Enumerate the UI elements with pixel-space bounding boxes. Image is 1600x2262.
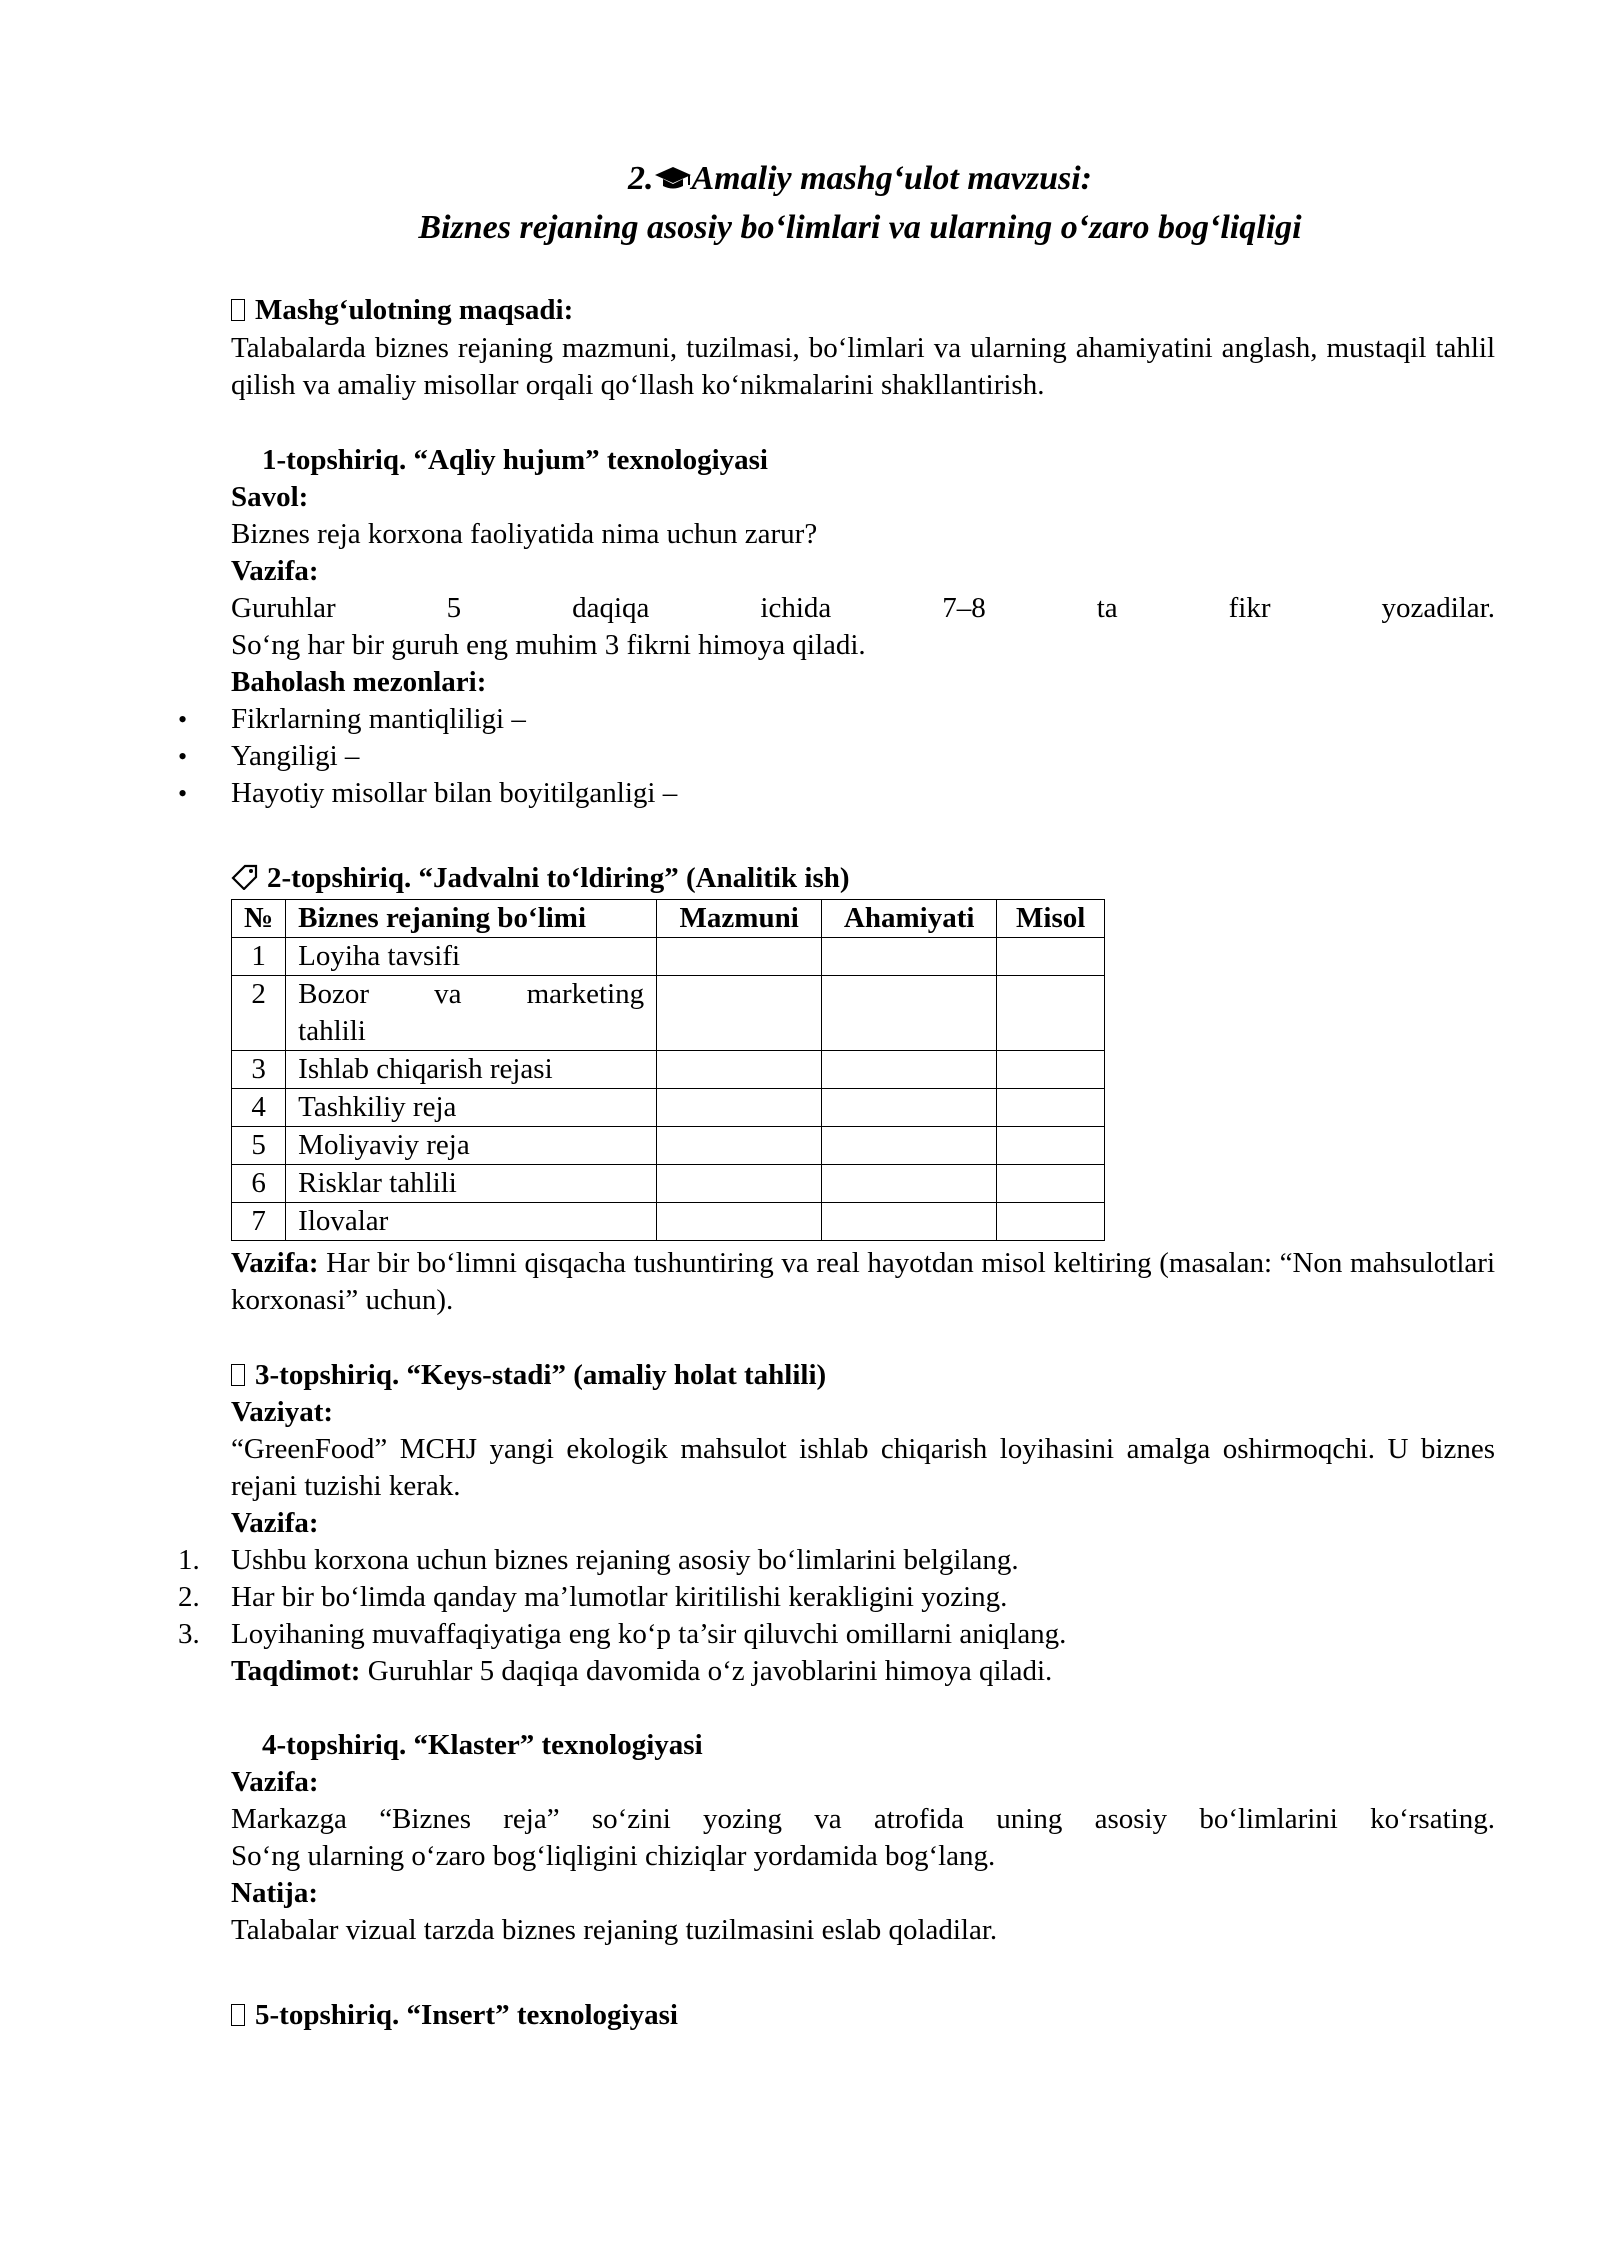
row-section: Risklar tahlili [286,1165,657,1203]
goal-heading [231,292,573,329]
column-header: № [232,900,286,938]
empty-cell[interactable] [997,938,1105,976]
empty-cell[interactable] [822,938,997,976]
empty-cell[interactable] [997,1203,1105,1241]
empty-cell[interactable] [657,976,822,1051]
row-number: 6 [232,1165,286,1203]
title-number: 2. [628,160,654,197]
empty-cell[interactable] [822,1051,997,1089]
empty-cell[interactable] [822,1203,997,1241]
table-row [232,1089,1105,1127]
row-number: 1 [232,938,286,976]
word: asosiy [1094,1803,1168,1835]
task3-presentation-label: Taqdimot: [231,1655,361,1687]
title-text: Amaliy mashg‘ulot mavzusi: [691,160,1092,197]
task2-heading [231,860,850,897]
row-section: Bozor va marketing tahlili [286,976,657,1051]
table-row [232,1051,1105,1089]
row-section: Moliyaviy reja [286,1127,657,1165]
goal-heading-text: Mashg‘ulotning maqsadi: [255,294,574,326]
empty-cell[interactable] [657,938,822,976]
row-number: 7 [232,1203,286,1241]
graduation-cap-icon [654,165,692,191]
row-number: 2 [232,976,286,1051]
criteria-item: Fikrlarning mantiqliligi – [231,703,526,735]
task1-task-line1 [231,590,1495,627]
title-line-1 [230,156,1490,202]
tag-icon [231,864,259,890]
task4-task-line1 [231,1801,1495,1838]
task2-task-label: Vazifa: [231,1247,319,1279]
row-section: Ishlab chiqarish rejasi [286,1051,657,1089]
list-number: 1. [178,1544,200,1576]
task4-result: Talabalar vizual tarzda biznes rejaning tuzilmasini eslab qoladilar. [231,1914,998,1946]
goal-text: Talabalarda biznes rejaning mazmuni, tuzilmasi, bo‘limlari va ularning ahamiyatini anglash, mustaqil tahlil qilish va amaliy misollar orqali qo‘llash ko‘nikmalarini shakllantirish. [231,332,1495,401]
task4-task-line2: So‘ng ularning o‘zaro bog‘liqligini chiziqlar yordamida bog‘lang. [231,1840,996,1872]
bullet-icon: • [178,779,188,808]
word: yozadilar. [1381,592,1495,624]
task1-task-label: Vazifa: [231,555,319,587]
empty-cell[interactable] [822,1165,997,1203]
row-section: Loyiha tavsifi [286,938,657,976]
empty-cell[interactable] [997,976,1105,1051]
word: 7–8 [942,592,986,624]
empty-cell[interactable] [822,1089,997,1127]
criteria-item: Yangiligi – [231,740,360,772]
task3-heading [231,1357,826,1394]
table-header-row [232,900,1105,938]
task3-situation-label: Vaziyat: [231,1396,334,1428]
table-row [232,1127,1105,1165]
task5-heading [231,1997,678,2034]
row-section: Ilovalar [286,1203,657,1241]
task3-presentation [231,1653,1495,1690]
empty-cell[interactable] [997,1051,1105,1089]
word: yozing [703,1803,782,1835]
empty-cell[interactable] [997,1089,1105,1127]
list-number: 3. [178,1618,200,1650]
empty-cell[interactable] [657,1203,822,1241]
table-row [232,1165,1105,1203]
row-number: 5 [232,1127,286,1165]
word: uning [996,1803,1063,1835]
column-header: Ahamiyati [822,900,997,938]
task1-question-label: Savol: [231,481,309,513]
word: daqiqa [572,592,650,624]
missing-glyph-icon [231,299,245,321]
word: Guruhlar [231,592,336,624]
row-number: 4 [232,1089,286,1127]
empty-cell[interactable] [822,1127,997,1165]
missing-glyph-icon [231,2004,245,2026]
bullet-icon: • [178,705,188,734]
empty-cell[interactable] [657,1089,822,1127]
task4-task-label: Vazifa: [231,1766,319,1798]
word: reja” [503,1803,560,1835]
word: so‘zini [591,1803,671,1835]
bullet-icon: • [178,742,188,771]
task4-heading: 4-topshiriq. “Klaster” texnologiyasi [262,1729,703,1761]
word: atrofida [873,1803,965,1835]
table-row [232,1203,1105,1241]
column-header: Mazmuni [657,900,822,938]
task1-question: Biznes reja korxona faoliyatida nima uchun zarur? [231,518,818,550]
column-header: Biznes rejaning bo‘limi [286,900,657,938]
word: ko‘rsating. [1370,1803,1495,1835]
empty-cell[interactable] [657,1165,822,1203]
list-number: 2. [178,1581,200,1613]
empty-cell[interactable] [822,976,997,1051]
task3-task-label: Vazifa: [231,1507,319,1539]
empty-cell[interactable] [657,1127,822,1165]
table-row [232,976,1105,1051]
empty-cell[interactable] [657,1051,822,1089]
row-number: 3 [232,1051,286,1089]
empty-cell[interactable] [997,1127,1105,1165]
task3-heading-text: 3-topshiriq. “Keys-stadi” (amaliy holat tahlili) [255,1359,827,1391]
task2-task-text: Har bir bo‘limni qisqacha tushuntiring va real hayotdan misol keltiring (masalan: “Non mahsulotlari korxonasi” uchun). [231,1247,1495,1316]
word: bo‘limlarini [1199,1803,1338,1835]
task5-heading-text: 5-topshiriq. “Insert” texnologiyasi [255,1999,678,2031]
list-item: Har bir bo‘limda qanday ma’lumotlar kiritilishi kerakligini yozing. [231,1581,1008,1613]
list-item: Loyihaning muvaffaqiyatiga eng ko‘p ta’sir qiluvchi omillarni aniqlang. [231,1618,1067,1650]
task3-presentation-text: Guruhlar 5 daqiqa davomida o‘z javoblarini himoya qiladi. [367,1655,1053,1687]
list-item: Ushbu korxona uchun biznes rejaning asosiy bo‘limlarini belgilang. [231,1544,1019,1576]
task4-result-label: Natija: [231,1877,318,1909]
row-section: Tashkiliy reja [286,1089,657,1127]
word: Markazga [231,1803,347,1835]
table-row [232,938,1105,976]
sections-table [231,899,1105,1241]
word: 5 [446,592,462,624]
task3-situation: “GreenFood” MCHJ yangi ekologik mahsulot ishlab chiqarish loyihasini amalga oshirmoqchi. U biznes rejani tuzishi kerak. [231,1433,1495,1502]
task1-criteria-label: Baholash mezonlari: [231,666,487,698]
word: ta [1096,592,1118,624]
task1-task-line2: So‘ng har bir guruh eng muhim 3 fikrni himoya qiladi. [231,629,866,661]
task2-heading-text: 2-topshiriq. “Jadvalni to‘ldiring” (Analitik ish) [267,862,850,894]
task2-task [231,1245,1495,1319]
word: fikr [1228,592,1271,624]
word: va [814,1803,842,1835]
word: “Biznes [379,1803,471,1835]
criteria-item: Hayotiy misollar bilan boyitilganligi – [231,777,678,809]
missing-glyph-icon [231,1364,245,1386]
task1-heading: 1-topshiriq. “Aqliy hujum” texnologiyasi [262,444,768,476]
column-header: Misol [997,900,1105,938]
word: ichida [760,592,832,624]
empty-cell[interactable] [997,1165,1105,1203]
title-line-2: Biznes rejaning asosiy bo‘limlari va ularning o‘zaro bog‘liqligi [418,209,1302,246]
